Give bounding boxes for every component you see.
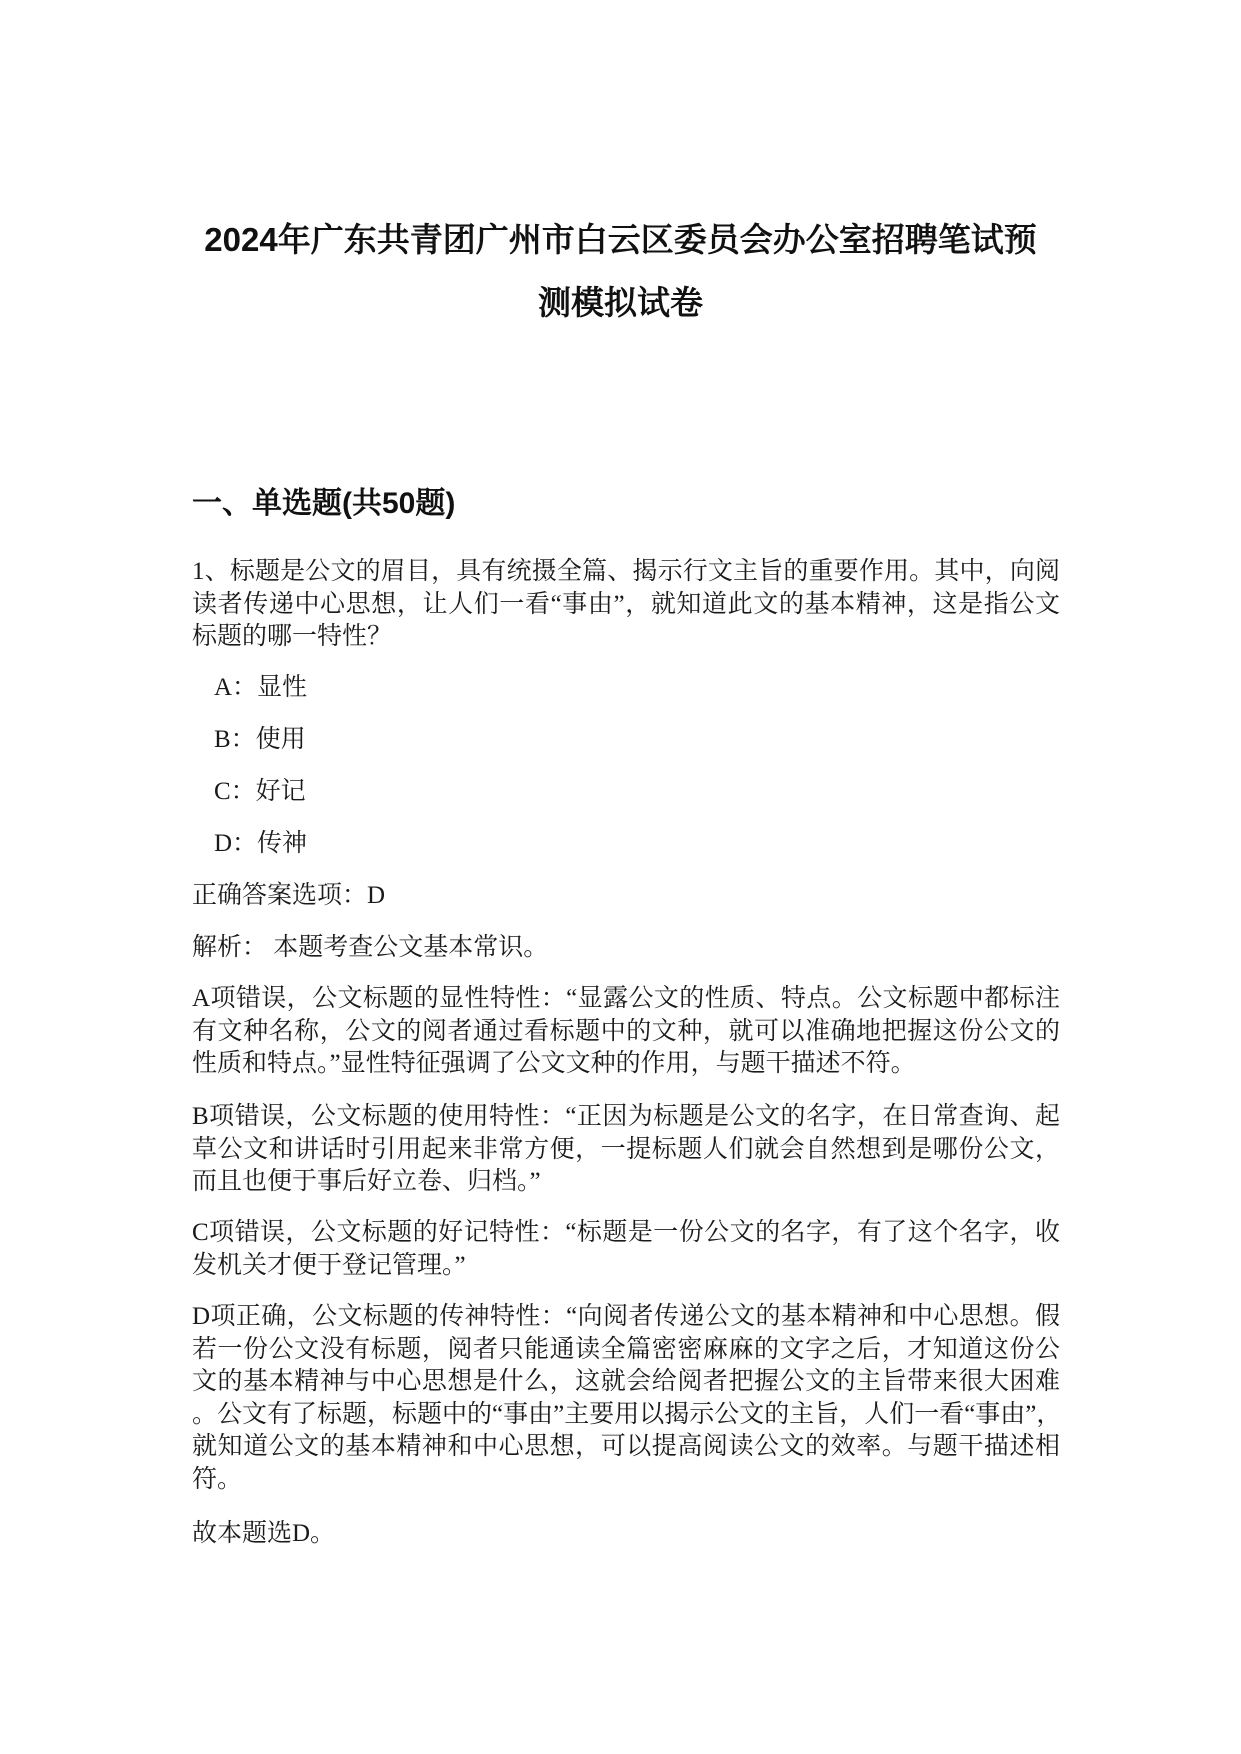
explanation-line: 若一份公文没有标题，阅者只能通读全篇密密麻麻的文字之后，才知道这份公	[192, 1335, 1060, 1363]
explanation-line: 文的基本精神与中心思想是什么，这就会给阅者把握公文的主旨带来很大困难	[192, 1368, 1060, 1395]
explanation-line: B项错误，公文标题的使用特性：“正因为标题是公文的名字，在日常查询、起	[192, 1103, 1060, 1130]
option-b: B：使用	[214, 726, 306, 753]
explanation-d	[192, 1301, 1060, 1496]
analysis-intro	[192, 932, 1060, 965]
option-c: C：好记	[214, 778, 306, 805]
stem-line: 读者传递中心思想，让人们一看“事由”，就知道此文的基本精神，这是指公文	[192, 590, 1060, 618]
explanation-line: 性质和特点。”显性特征强调了公文文种的作用，与题干描述不符。	[192, 1050, 916, 1077]
explanation-line: 。公文有了标题，标题中的“事由”主要用以揭示公文的主旨，人们一看“事由”，	[192, 1400, 1062, 1428]
explanation-line: 发机关才便于登记管理。”	[192, 1251, 466, 1279]
explanation-line: 就知道公文的基本精神和中心思想，可以提高阅读公文的效率。与题干描述相	[192, 1433, 1060, 1460]
explanation-line: A项错误，公文标题的显性特性：“显露公文的性质、特点。公文标题中都标注	[192, 985, 1060, 1012]
explanation-line: 有文种名称，公文的阅者通过看标题中的文种，就可以准确地把握这份公文的	[192, 1017, 1060, 1045]
correct-answer	[192, 880, 1060, 913]
conclusion-line: 故本题选D。	[192, 1520, 336, 1547]
title-line: 测模拟试卷	[538, 284, 703, 321]
section-heading: 一、单选题(共50题)	[192, 487, 456, 520]
explanation-line: 草公文和讲话时引用起来非常方便，一提标题人们就会自然想到是哪份公文，	[192, 1135, 1060, 1163]
stem-line: 标题的哪一特性？	[192, 623, 393, 650]
explanation-line: 符。	[192, 1465, 243, 1493]
explanation-b	[192, 1101, 1060, 1199]
option-d: D：传神	[214, 830, 308, 857]
conclusion	[192, 1518, 1060, 1551]
explanation-line: C项错误，公文标题的好记特性：“标题是一份公文的名字，有了这个名字，收	[192, 1219, 1060, 1246]
document-title	[0, 208, 1241, 334]
answer-line: 正确答案选项：D	[192, 882, 386, 909]
analysis-line: 解析： 本题考查公文基本常识。	[192, 934, 549, 961]
explanation-line: D项正确，公文标题的传神特性：“向阅者传递公文的基本精神和中心思想。假	[192, 1303, 1060, 1330]
title-line: 2024年广东共青团广州市白云区委员会办公室招聘笔试预	[204, 221, 1037, 258]
question-stem	[192, 556, 1060, 654]
explanation-line: 而且也便于事后好立卷、归档。”	[192, 1168, 541, 1195]
option-a: A：显性	[214, 674, 308, 701]
explanation-a	[192, 983, 1060, 1081]
explanation-c	[192, 1217, 1060, 1282]
stem-line: 1、标题是公文的眉目，具有统摄全篇、揭示行文主旨的重要作用。其中，向阅	[192, 558, 1060, 585]
